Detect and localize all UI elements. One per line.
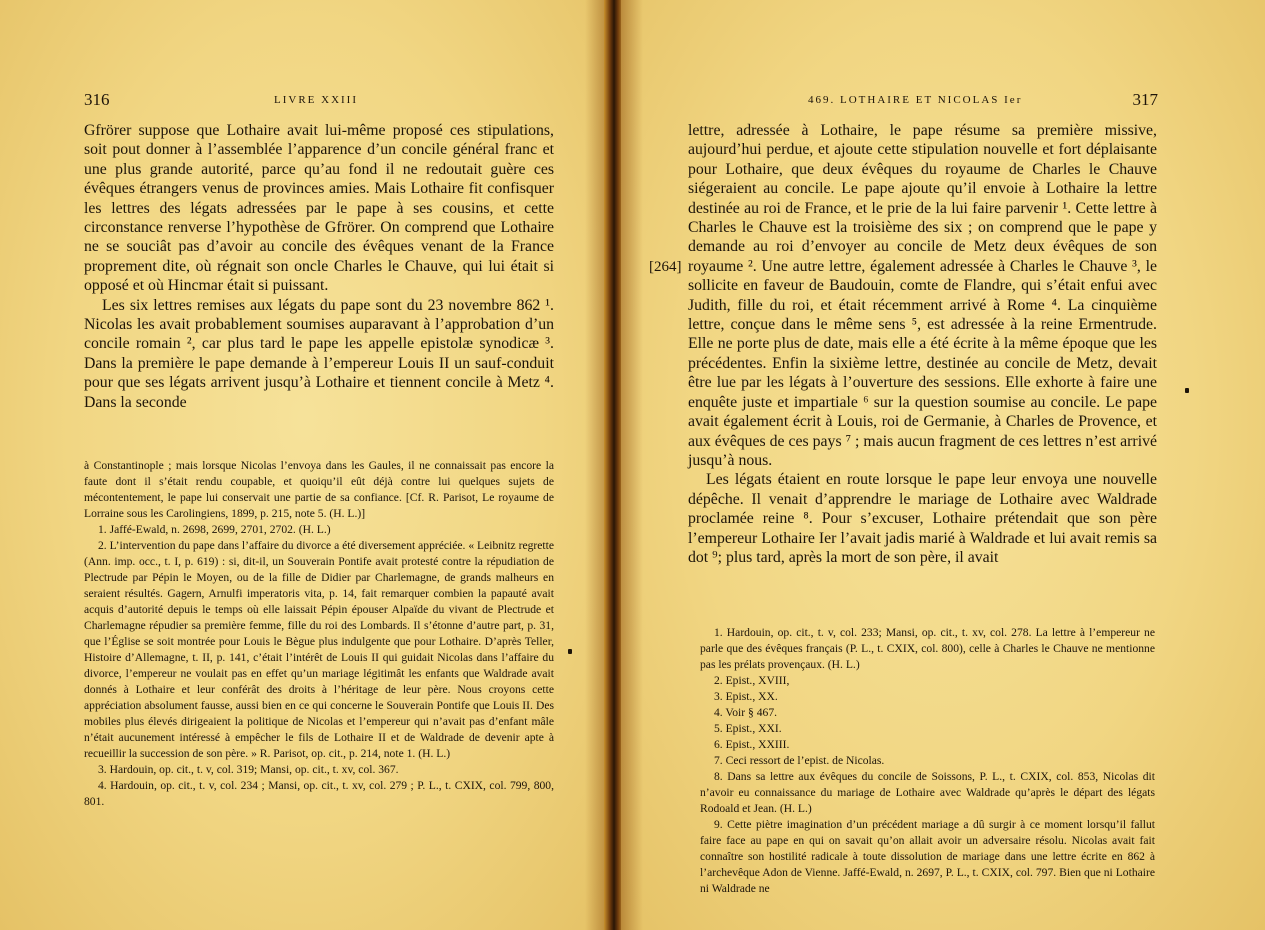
paragraph: Les six lettres remises aux légats du pape sont du 23 novembre 862 ¹. Nicolas les avait probablement soumises auparavant à l’approbation d’un concile romain ², car plus tard le pape les appelle epistolæ synodicæ ³. Dans la première le pape demande à l’empereur Louis II un sauf-conduit pour que ses légats arrivent jusqu’à Lothaire et tiennent concile à Metz ⁴. Dans la seconde [84,296,554,411]
margin-page-reference: [264] [649,259,682,275]
page-number: 316 [84,90,110,109]
footnote: 1. Jaffé-Ewald, n. 2698, 2699, 2701, 2702. (H. L.) [98,523,331,536]
page-edge-shadow [621,0,643,930]
paragraph: lettre, adressée à Lothaire, le pape résume sa première missive, aujourd’hui perdue, et ajoute cette stipulation nouvelle et fort déplaisante pour Lothaire, que deux évêques du royaume de Charles le Chauve siégeraient au concile. Le pape ajoute qu’il envoie à Lothaire la lettre destinée au roi de France, et le prie de la lui faire parvenir ¹. Cette lettre à Charles le Chauve est la troisième des six ; on comprend que le pape y demande au roi d’envoyer au concile de Metz deux évêques de son royaume ². Une autre lettre, également adressée à Charles le Chauve ³, le sollicite en faveur de Baudouin, comte de Flandre, qui s’était enfui avec Judith, fille du roi, et était récemment arrivé à Rome ⁴. La cinquième lettre, conçue dans le même sens ⁵, est adressée à la reine Ermentrude. Elle ne porte plus de date, mais elle a été écrite à la même époque que les précédentes. Enfin la sixième lettre, destinée au concile de Metz, devait être lue par les légats à l’ouverture des sessions. Elle exhorte à faire une enquête juste et impartiale ⁶ sur la question soumise au concile. Le pape avait également écrit à Louis, roi de Germanie, à Charles de Provence, et aux évêques de ces pays ⁷ ; mais aucun fragment de ces lettres n’est arrivé jusqu’à nous. [688,122,1157,469]
footnotes [84,458,554,810]
running-title: 469. LOTHAIRE ET NICOLAS Ier [808,94,1023,106]
footnote: 4. Voir § 467. [714,706,778,719]
footnote: 8. Dans sa lettre aux évêques du concile de Soissons, P. L., t. CXIX, col. 853, Nicolas dit n’avoir eu connaissance du mariage de Lothaire avec Waldrade qu’après le départ des légats Rodoald et Jean. (H. L.) [700,770,1155,815]
footnote: 7. Ceci ressort de l’epist. de Nicolas. [714,754,885,767]
page-number: 317 [1132,90,1158,109]
footnote: 3. Hardouin, op. cit., t. v, col. 319; Mansi, op. cit., t. xv, col. 367. [98,763,399,776]
ink-speck [568,649,572,654]
running-head [84,90,554,110]
footnote: 2. L’intervention du pape dans l’affaire du divorce a été diversement appréciée. « Leibnitz regrette (Ann. imp. occ., t. I, p. 619) : si, dit-il, un Souverain Pontife avait protesté contre la répudiation de Plectrude par Pépin le Moyen, ou de la fille de Didier par Charlemagne, de grands malheurs en seraient résultés. Gagern, Arnulfi imperatoris vita, p. 14, fait remarquer combien la papauté avait acquis d’autorité depuis le temps où elle laissait Pépin épouser Alpaïde du vivant de Plectrude et Charlemagne répudier sa première femme, fille du roi des Lombards. Il s’étonne d’autre part, p. 31, que l’Église se soit montrée pour Louis le Bègue plus indulgente que pour Lothaire. D’après Teller, Histoire d’Allemagne, t. II, p. 141, c’était l’intérêt de Louis II qui guidait Nicolas dans l’affaire du divorce, l’empereur ne voulait pas en effet qu’un mariage légitimât les enfants que Waldrade avait donnés à Lothaire et leur conférât des droits à l’héritage de leur père. Nous croyons cette appréciation absolument fausse, aussi bien en ce qui concerne le Souverain Pontife que Louis II. Des mobiles plus élevés dirigeaient la politique de Nicolas et l’empereur qui n’avait pas d’enfant mâle n’était aucunement intéressé à empêcher le fils de Lothaire II et de Waldrade de devenir apte à recueillir la succession de son père. » R. Parisot, op. cit., p. 214, note 1. (H. L.) [84,539,554,760]
paragraph: Les légats étaient en route lorsque le pape leur envoya une nouvelle dépêche. Il venait d’apprendre le mariage de Lothaire avec Waldrade proclamée reine ⁸. Pour s’excuser, Lothaire prétendait que son père l’empereur Lothaire Ier l’avait jadis marié à Waldrade et lui avait remis sa dot ⁹; plus tard, après la mort de son père, il avait [688,471,1157,566]
right-page [621,0,1265,930]
paragraph: Gfrörer suppose que Lothaire avait lui-même proposé ces stipulations, soit pout donner à l’assemblée l’apparence d’un concile général franc et une plus grande autorité, parce qu’au fond il ne redoutait guère ces évêques étrangers venus de provinces amies. Mais Lothaire fit confisquer les lettres des légats adressées par le pape à ses cousins, et cette circonstance renverse l’hypothèse de Gfrörer. On comprend que Lothaire ne se souciât pas d’avoir au concile des évêques venant de la France proprement dite, où régnait son oncle Charles le Chauve, qui lui était si opposé et où Hincmar était si puissant. [84,122,554,295]
ink-speck [1185,388,1189,393]
footnote: 5. Epist., XXI. [714,722,782,735]
running-title: LIVRE XXIII [274,94,359,106]
footnote: 4. Hardouin, op. cit., t. v, col. 234 ; Mansi, op. cit., t. xv, col. 279 ; P. L., t. CXIX, col. 799, 800, 801. [84,779,554,808]
footnote: 2. Epist., XVIII, [714,674,790,687]
footnote: 1. Hardouin, op. cit., t. v, col. 233; Mansi, op. cit., t. xv, col. 278. La lettre à l’empereur ne parle que des évêques français (P. L., t. CXIX, col. 800), celle à Charles le Chauve ne mentionne pas les prélats provençaux. (H. L.) [700,626,1155,671]
running-head [808,90,1158,110]
footnote: 6. Epist., XXIII. [714,738,790,751]
footnote: 9. Cette piètre imagination d’un précédent mariage a dû surgir à ce moment lorsqu’il fallut faire face au pape en qui on savait qu’on allait avoir un adversaire résolu. Nicolas avait fait connaître son hostilité radicale à toute dissolution de mariage dans une lettre écrite en 862 à l’archevêque Adon de Vienne. Jaffé-Ewald, n. 2697, P. L., t. CXIX, col. 797. Bien que ni Lothaire ni Waldrade ne [700,818,1155,895]
main-text [84,121,554,412]
left-page [0,0,607,930]
main-text [688,121,1157,567]
footnote: à Constantinople ; mais lorsque Nicolas l’envoya dans les Gaules, il ne connaissait pas encore la faute dont il s’était rendu coupable, et quoiqu’il eût déjà contre lui quelques sujets de mécontentement, le pape lui conservait une partie de sa confiance. [Cf. R. Parisot, Le royaume de Lorraine sous les Carolingiens, 1899, p. 215, note 5. (H. L.)] [84,459,554,520]
footnote: 3. Epist., XX. [714,690,778,703]
footnotes [700,625,1155,897]
